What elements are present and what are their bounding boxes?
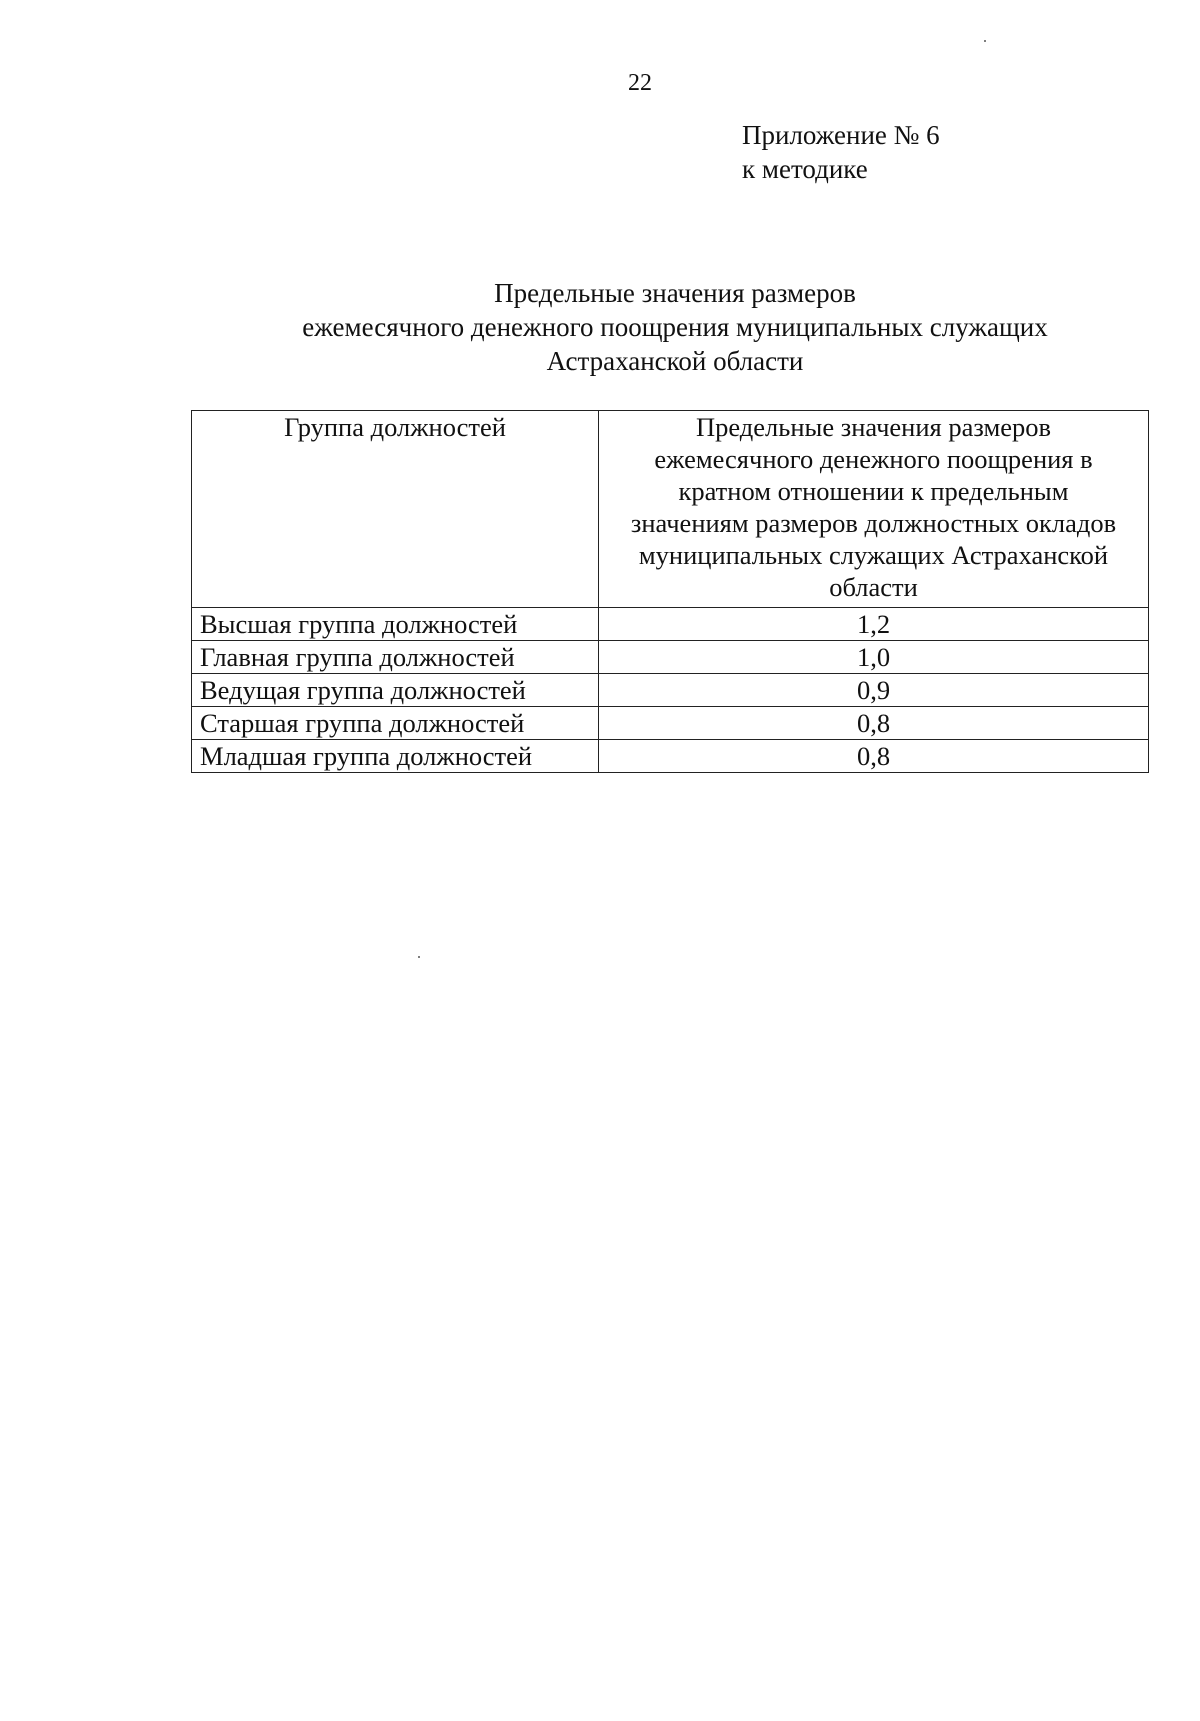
row-group: Высшая группа должностей <box>192 608 599 641</box>
title-line-3: Астраханской области <box>546 346 804 376</box>
table-row <box>192 674 1149 707</box>
row-value: 0,9 <box>599 674 1149 707</box>
table-header-row <box>192 411 1149 608</box>
document-title <box>180 276 1170 378</box>
row-group: Старшая группа должностей <box>192 707 599 740</box>
header-value-line: муниципальных служащих Астраханской <box>638 540 1109 570</box>
limits-table <box>191 410 1149 773</box>
header-group: Группа должностей <box>192 411 599 608</box>
header-value <box>599 411 1149 608</box>
table-row <box>192 641 1149 674</box>
title-line-2: ежемесячного денежного поощрения муниципальных служащих <box>302 312 1048 342</box>
row-value: 1,2 <box>599 608 1149 641</box>
scan-speck <box>984 40 986 42</box>
header-value-line: кратном отношении к предельным <box>678 476 1069 506</box>
scan-speck <box>418 956 420 958</box>
header-value-line: значениям размеров должностных окладов <box>630 508 1117 538</box>
table-row <box>192 707 1149 740</box>
header-value-line: области <box>829 572 918 602</box>
table-row <box>192 740 1149 773</box>
row-value: 0,8 <box>599 740 1149 773</box>
header-value-line: Предельные значения размеров <box>696 412 1051 442</box>
row-value: 0,8 <box>599 707 1149 740</box>
row-group: Младшая группа должностей <box>192 740 599 773</box>
appendix-line-1: Приложение № 6 <box>742 120 940 150</box>
appendix-reference <box>742 118 940 186</box>
header-value-line: ежемесячного денежного поощрения в <box>654 444 1093 474</box>
row-group: Ведущая группа должностей <box>192 674 599 707</box>
page-number: 22 <box>628 70 652 96</box>
row-group: Главная группа должностей <box>192 641 599 674</box>
table-row <box>192 608 1149 641</box>
title-line-1: Предельные значения размеров <box>494 278 856 308</box>
appendix-line-2: к методике <box>742 154 868 184</box>
row-value: 1,0 <box>599 641 1149 674</box>
